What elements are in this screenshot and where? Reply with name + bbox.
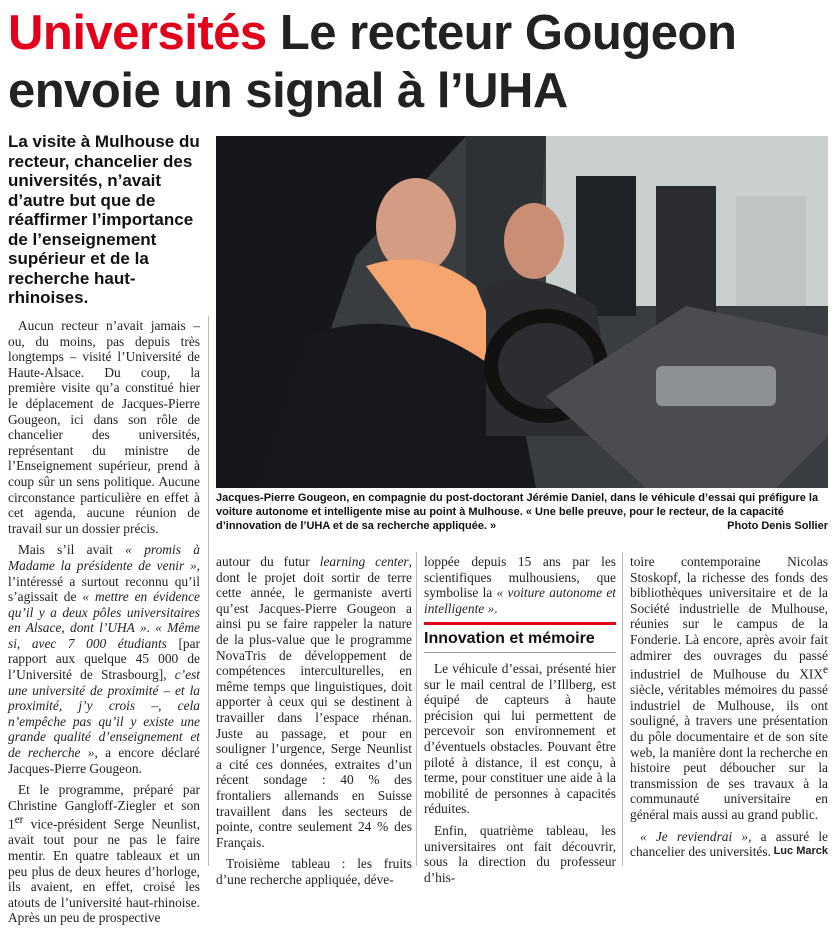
paragraph: toire contemporaine Nicolas Stoskopf, la richesse des fonds des bibliothèques universitaire et de la Société industrielle de Mulhouse, réunies sur le campus de la Fonderie. Là encore, après avoir fait admirer des ouvrages du passé industriel de Mulhouse du XIXe siècle, véritables mémoires du passé industriel de Mulhouse, ils ont souligné, à travers une présentation du pôle documentaire et de son site web, la manière dont la recherche en histoire peut déboucher sur la transmission de ses travaux à la communauté universitaire en général mais aussi au grand public. bbox=[630, 554, 828, 822]
author-byline: Luc Marck bbox=[773, 845, 828, 857]
paragraph: Le véhicule d’essai, présenté hier sur le mail central de l’Illberg, est équipé de capteurs à haute précision qui lui permettent de percevoir son environnement et d’éventuels obstacles. Pouvant être piloté à distance, il est conçu, à terme, pour constituer une aide à la mobilité de personnes à capacités réduites. bbox=[424, 660, 616, 817]
headline-kicker: Universités bbox=[8, 6, 267, 60]
paragraph: autour du futur learning center, dont le projet doit sortir de terre cette année, le germaniste averti qu’est Jacques-Pierre Gougeon a ainsi pu se faire rappeler la nature de la plus-value que le programme NovaTris de développement de compétences interculturelles, en même temps que linguistiques, doit apporter à ceux qui se destinent à travailler dans l’espace rhénan. Juste au passage, et pour en souligner l’urgence, Serge Neunlist a cité ces données, extraites d’un récent sondage : 40 % des frontaliers allemands en Suisse travaillent dans les secteurs de pointe, contre seulement 24 % des Français. bbox=[216, 554, 413, 850]
column-divider bbox=[208, 316, 209, 866]
paragraph: Troisième tableau : les fruits d’une recherche appliquée, déve- bbox=[216, 856, 412, 887]
article-column-4 bbox=[630, 554, 828, 866]
caption-text: Jacques-Pierre Gougeon, en compagnie du post-doctorant Jérémie Daniel, dans le véhicule d’essai qui préfigure la voiture autonome et intelligente mise au point à Mulhouse. « Une belle preuve, pour le recteur, de la capacité d’innovation de l’UHA et de sa recherche appliquée. » bbox=[216, 492, 819, 532]
photo-caption bbox=[216, 491, 828, 533]
paragraph: Mais s’il avait « promis à Madame la présidente de venir », l’intéressé a surtout reconnu qu’il s’agissait de « mettre en évidence qu’il y a deux pôles universitaires en Alsace, dont l’UHA ». « Même si, avec 7 000 étudiants [par rapport aux quelque 45 000 de l’Université de Strasbourg], c’est une université de proximité – et la proximité, j’y crois –, cela n’empêche pas qu’il y existe une grande qualité d’enseignement et de recherche », a encore déclaré Jacques-Pierre Gougeon. bbox=[8, 542, 201, 776]
column-divider bbox=[416, 552, 417, 866]
photo-car-interior bbox=[216, 136, 828, 488]
section-subhead: Innovation et mémoire bbox=[424, 622, 616, 653]
paragraph: Et le programme, préparé par Christine Gangloff-Ziegler et son 1er vice-président Serge Neunlist, avait tout pour ne pas le faire mentir. En quatre tableaux et un peu plus de deux heures d’horloge, ils avaient, en effet, croisé les atouts de l’université haut-rhinoise. Après un peu de prospective bbox=[8, 782, 200, 926]
article-column-2 bbox=[216, 554, 412, 893]
paragraph: Enfin, quatrième tableau, les universitaires ont fait découvrir, sous la direction du professeur d’his- bbox=[424, 822, 616, 885]
headline bbox=[8, 4, 832, 120]
column-divider bbox=[622, 552, 623, 866]
lede: La visite à Mulhouse du recteur, chancelier des universités, n’avait d’autre but que de réaffirmer l’importance de l’enseignement supérieur et de la recherche haut-rhinoises. bbox=[8, 132, 200, 307]
paragraph: « Je reviendrai », a assuré le chancelier des universités. bbox=[630, 828, 829, 860]
photo-credit: Photo Denis Sollier bbox=[727, 520, 828, 532]
article-photo bbox=[216, 136, 828, 488]
headline-title: Le recteur Gougeon envoie un signal à l’UHA bbox=[8, 6, 737, 118]
article-column-1 bbox=[8, 318, 200, 932]
paragraph: loppée depuis 15 ans par les scientifiques mulhousiens, que symbolise la « voiture autonome et intelligente ». bbox=[424, 554, 616, 616]
article-column-3 bbox=[424, 554, 616, 891]
paragraph: Aucun recteur n’avait jamais – ou, du moins, pas depuis très longtemps – visité l’Université de Haute-Alsace. Du coup, la première visite qu’a constitué hier le déplacement de Jacques-Pierre Gougeon, ici dans son rôle de chancelier des universités, représentant du ministre de l’Enseignement supérieur, prend à coup sûr un sens politique. Aucune circonstance particulière en effet à cet agenda, aucune réunion de travail sur un dossier précis. bbox=[8, 318, 200, 536]
